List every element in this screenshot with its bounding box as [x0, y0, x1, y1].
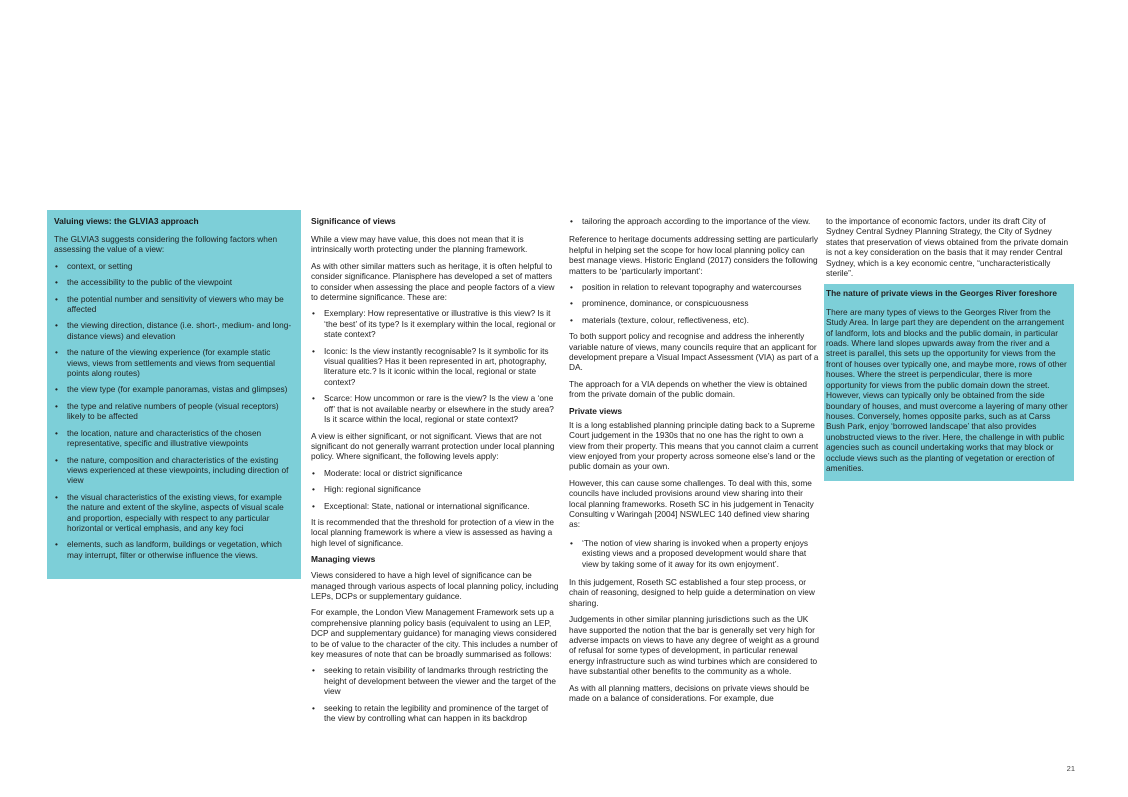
list-item: • Iconic: Is the view instantly recognisable? Is it symbolic for its visual qualities? Has it been represented in art, photography, literature etc.? Is it iconic within the local, regional or state context?	[311, 346, 561, 388]
list-item: • Exceptional: State, national or international significance.	[311, 501, 561, 511]
paragraph: For example, the London View Management Framework sets up a comprehensive planning policy basis (equivalent to using an LEP, DCP and supplementary guidance) for managing views considered to be of value to the character of the city. This includes a number of key measures of note that can be broadly summarised as follows:	[311, 607, 558, 659]
list-item: • prominence, dominance, or conspicuousness	[569, 298, 819, 308]
significance-levels-list	[311, 468, 561, 511]
list-item: • seeking to retain the legibility and prominence of the target of the view by controlling what can happen in its backdrop	[311, 703, 561, 724]
list-item: • High: regional significance	[311, 484, 561, 494]
glvia3-box	[47, 210, 301, 579]
paragraph: In this judgement, Roseth SC established a four step process, or chain of reasoning, designed to help guide a determination on view sharing.	[569, 576, 815, 608]
paragraph: Judgements in other similar planning jurisdictions such as the UK have supported the notion that the bar is generally set very high for adverse impacts on views to have any degree of weight as a ground of refusal for some types of development, in particular renewal energy infrastructure such as wind turbines which are considered to have substantial other benefits to the community as a whole.	[569, 614, 819, 677]
paragraph: It is a long established planning principle dating back to a Supreme Court judgement in the 1930s that no one has the right to own a view from their property. This means that you cannot claim a current view enjoyed from your property across someone else’s land or the public domain as your own.	[569, 419, 819, 472]
private-views-heading: Private views	[569, 405, 623, 416]
list-item: • Scarce: How uncommon or rare is the view? Is the view a ‘one off’ that is not available nearby or elsewhere in the study area? Is it scarce within the local, regional or state context?	[311, 393, 561, 424]
paragraph: However, this can cause some challenges. To deal with this, some councils have included provisions around view sharing into their local planning frameworks. Roseth SC in his judgement in Tenacity Consulting v Waringah [2004] NSWLEC 140 defined view sharing as:	[569, 477, 814, 530]
georges-river-box	[824, 284, 1074, 481]
list-item: • ‘The notion of view sharing is invoked when a property enjoys existing views and a proposed development would share that view by taking some of it away for its own enjoyment’.	[569, 538, 819, 569]
column-private-views	[569, 216, 819, 709]
london-measures-continued-list	[569, 216, 819, 226]
historic-england-list	[569, 282, 819, 325]
page-number: 21	[1066, 764, 1075, 773]
list-item: • the nature of the viewing experience (for example static views, views from settlements and views from sequential points along routes)	[54, 347, 293, 378]
managing-views-heading: Managing views	[311, 554, 376, 565]
london-measures-list	[311, 665, 561, 723]
list-item: • materials (texture, colour, reflectiveness, etc).	[569, 315, 819, 325]
paragraph: There are many types of views to the Georges River from the Study Area. In large part they are dependent on the arrangement of landform, lots and blocks and the public domain, in particular roads. Where land slopes upwards away from the river and a street is parallel, this sets up the opportunity for views from the front of houses over typically one, and maybe more, rows of other houses. Where the street is perpendicular, there is more opportunity for views from the public domain down the street. However, views can typically only be obtained from the side boundary of houses, and must overcome a layering of many other houses. Conversely, homes opposite parks, such as at Carss Bush Park, enjoy ‘borrowed landscape’ that also provides unobstructed views to the river. Here, the challenge in with public agencies such as council undertaking works that may block or occlude views such as the planting of vegetation or erection of amenities.	[826, 306, 1068, 473]
paragraph: As with other similar matters such as heritage, it is often helpful to consider significance. Planisphere has developed a set of matters to consider when assessing the place and people factors of a view to determine significance. These are:	[311, 260, 555, 303]
list-item: • elements, such as landform, buildings or vegetation, which may interrupt, filter or otherwise influence the views.	[54, 539, 293, 560]
column-georges-river	[826, 216, 1074, 481]
significance-heading: Significance of views	[311, 216, 396, 226]
list-item: • the location, nature and characteristics of the chosen representative, specific and illustrative viewpoints	[54, 428, 293, 449]
list-item: • context, or setting	[54, 261, 293, 271]
list-item: • tailoring the approach according to the importance of the view.	[569, 216, 819, 226]
glvia3-intro: The GLVIA3 suggests considering the following factors when assessing the value of a view:	[54, 234, 278, 255]
list-item: • position in relation to relevant topography and watercourses	[569, 282, 819, 292]
paragraph: It is recommended that the threshold for protection of a view in the local planning framework is where a view is assessed as having a high level of significance.	[311, 516, 555, 548]
view-sharing-quote	[569, 538, 819, 569]
paragraph: The approach for a VIA depends on whether the view is obtained from the private domain of the public domain.	[569, 378, 808, 400]
list-item: • the type and relative numbers of people (visual receptors) likely to be affected	[54, 401, 293, 422]
glvia3-factor-list	[54, 261, 293, 560]
paragraph: to the importance of economic factors, under its draft City of Sydney Central Sydney Planning Strategy, the City of Sydney states that preservation of views obtained from the private domain is not a key consideration on the basis that it may render Central Sydney, which is a key economic centre, “uncharacteristically sterile”.	[826, 216, 1069, 279]
list-item: • the view type (for example panoramas, vistas and glimpses)	[54, 384, 293, 394]
list-item: • Moderate: local or district significance	[311, 468, 561, 478]
list-item: • seeking to retain visibility of landmarks through restricting the height of development between the viewer and the target of the view	[311, 665, 561, 696]
paragraph: Views considered to have a high level of significance can be managed through various aspects of local planning policy, including LEPs, DCPs or supplementary guidance.	[311, 570, 559, 601]
list-item: • the visual characteristics of the existing views, for example the nature and extent of the skyline, aspects of visual scale and proportion, especially with respect to any particular horizontal or vertical emphasis, and any key foci	[54, 492, 293, 534]
list-item: • the potential number and sensitivity of viewers who may be affected	[54, 294, 293, 315]
paragraph: Reference to heritage documents addressing setting are particularly helpful in helping set the scope for how local planning policy can best manage views. Historic England (2017) considers the following matters to be ‘particularly important’:	[569, 234, 819, 276]
glvia3-heading: Valuing views: the GLVIA3 approach	[54, 216, 199, 226]
list-item: • Exemplary: How representative or illustrative is this view? Is it ‘the best’ of its type? Is it exemplary within the local, regional or state context?	[311, 308, 561, 339]
paragraph: As with all planning matters, decisions on private views should be made on a balance of considerations. For example, due	[569, 682, 810, 704]
paragraph: While a view may have value, this does not mean that it is intrinsically worth protecting under the planning framework.	[311, 234, 528, 255]
column-significance	[311, 216, 561, 729]
list-item: • the nature, composition and characteristics of the existing views experienced at these viewpoints, including direction of view	[54, 455, 293, 486]
paragraph: To both support policy and recognise and address the inherently variable nature of views, many councils require that an applicant for development prepare a Visual Impact Assessment (VIA) as part of a DA.	[569, 331, 819, 373]
significance-matters-list	[311, 308, 561, 424]
list-item: • the accessibility to the public of the viewpoint	[54, 277, 293, 287]
paragraph: A view is either significant, or not significant. Views that are not significant do not generally warrant protection under local planning policy. Where significant, the following levels apply:	[311, 430, 555, 462]
list-item: • the viewing direction, distance (i.e. short-, medium- and long-distance views) and elevation	[54, 320, 293, 341]
georges-river-heading: The nature of private views in the Georges River foreshore	[826, 288, 1057, 299]
